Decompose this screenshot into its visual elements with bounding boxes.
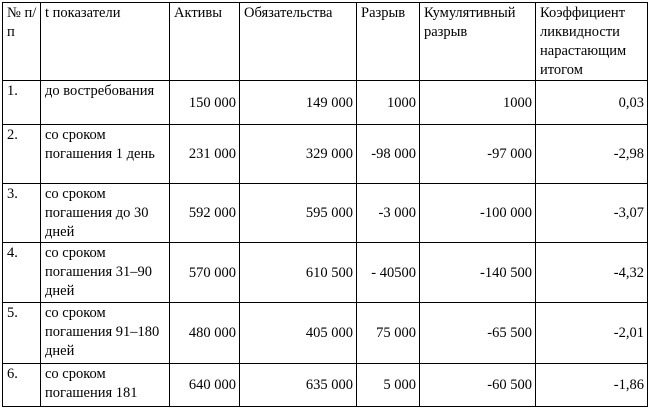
row-name <box>41 364 170 407</box>
row-gap: 1000 <box>357 81 420 125</box>
liquidity-gap-table <box>2 2 648 407</box>
row-ratio: -1,86 <box>536 364 648 407</box>
row-num: 4. <box>3 243 41 303</box>
row-cumulative: -140 500 <box>420 243 536 303</box>
row-name: со сроком погашения 1 день <box>41 125 170 184</box>
header-row <box>3 3 648 81</box>
row-cumulative: -60 500 <box>420 364 536 407</box>
row-assets: 480 000 <box>170 303 240 364</box>
row-assets: 592 000 <box>170 184 240 243</box>
row-ratio: -2,01 <box>536 303 648 364</box>
row-num: 5. <box>3 303 41 364</box>
header-liabilities: Обязательства <box>240 3 357 81</box>
row-assets: 231 000 <box>170 125 240 184</box>
header-assets: Активы <box>170 3 240 81</box>
row-assets: 640 000 <box>170 364 240 407</box>
row-cumulative: 1000 <box>420 81 536 125</box>
row-liabilities: 329 000 <box>240 125 357 184</box>
row-name: до востребования <box>41 81 170 125</box>
header-num: № п/п <box>3 3 41 81</box>
row-liabilities: 635 000 <box>240 364 357 407</box>
header-gap: Разрыв <box>357 3 420 81</box>
row-liabilities: 149 000 <box>240 81 357 125</box>
row-gap: - 40500 <box>357 243 420 303</box>
row-gap: 75 000 <box>357 303 420 364</box>
row-gap: 5 000 <box>357 364 420 407</box>
row-cumulative: -65 500 <box>420 303 536 364</box>
table-row <box>3 81 648 125</box>
table-row <box>3 125 648 184</box>
row-name: со сроком погашения до 30 дней <box>41 184 170 243</box>
row-cumulative: -100 000 <box>420 184 536 243</box>
table-row <box>3 364 648 407</box>
table-row <box>3 303 648 364</box>
row-num: 2. <box>3 125 41 184</box>
row-name-text: со сроком погашения 181 <box>45 366 138 401</box>
row-cumulative: -97 000 <box>420 125 536 184</box>
row-name: со сроком погашения 91–180 дней <box>41 303 170 364</box>
row-liabilities: 405 000 <box>240 303 357 364</box>
header-cumulative: Кумулятивный разрыв <box>420 3 536 81</box>
row-ratio: -4,32 <box>536 243 648 303</box>
row-ratio: -2,98 <box>536 125 648 184</box>
row-liabilities: 595 000 <box>240 184 357 243</box>
row-gap: -98 000 <box>357 125 420 184</box>
row-num: 1. <box>3 81 41 125</box>
table-row <box>3 243 648 303</box>
row-num: 3. <box>3 184 41 243</box>
header-ratio: Коэффициент ликвидности нарастающим итогом <box>536 3 648 81</box>
header-name: t показатели <box>41 3 170 81</box>
row-ratio: -3,07 <box>536 184 648 243</box>
row-liabilities: 610 500 <box>240 243 357 303</box>
row-assets: 570 000 <box>170 243 240 303</box>
row-gap: -3 000 <box>357 184 420 243</box>
table-row <box>3 184 648 243</box>
row-ratio: 0,03 <box>536 81 648 125</box>
row-name: со сроком погашения 31–90 дней <box>41 243 170 303</box>
row-assets: 150 000 <box>170 81 240 125</box>
row-num: 6. <box>3 364 41 407</box>
